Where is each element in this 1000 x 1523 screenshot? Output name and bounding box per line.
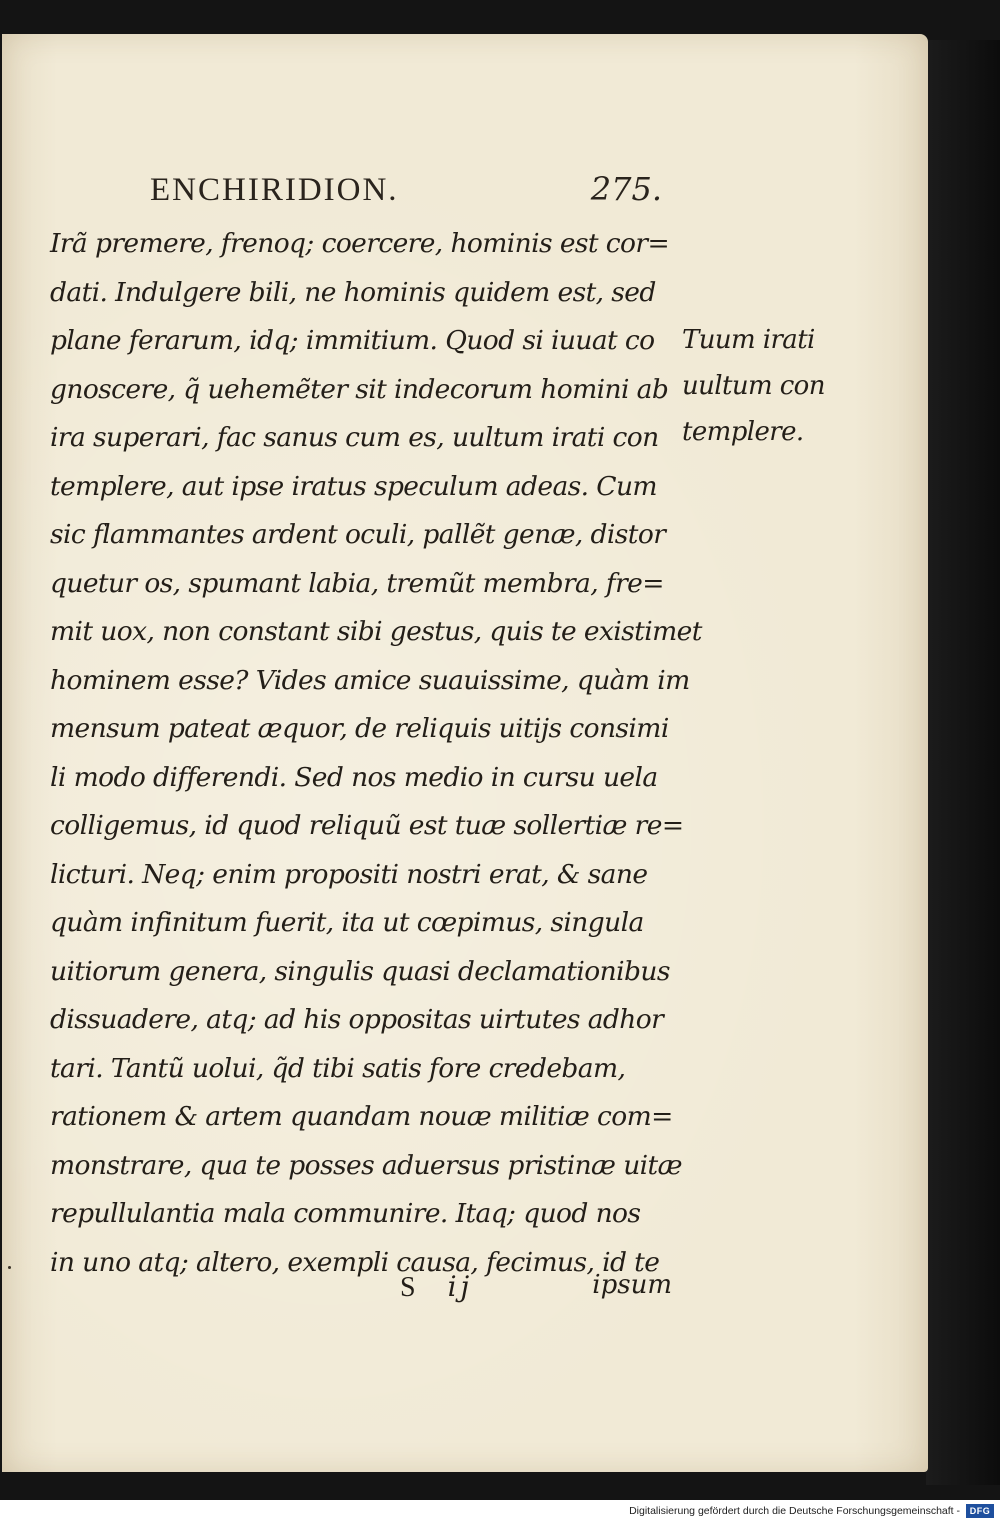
text-line: dati. Indulgere bili, ne hominis quidem est, sed [50, 276, 656, 308]
text-line: mensum pateat æquor, de reliquis uitijs consimi [50, 713, 669, 744]
text-line: Irã premere, frenoq; coercere, hominis est cor= [50, 228, 670, 259]
text-line: li modo differendi. Sed nos medio in cursu uela [50, 761, 658, 793]
signature-leaf: ij [447, 1270, 474, 1303]
marginal-note [682, 317, 852, 455]
book-page [2, 34, 928, 1472]
text-line: templere, aut ipse iratus speculum adeas. Cum [50, 470, 657, 502]
marginal-note-line: uultum con [682, 371, 825, 401]
signature-letter: S [400, 1272, 420, 1303]
text-line: hominem esse? Vides amice suauissime, quàm im [50, 664, 690, 696]
text-line: tari. Tantũ uolui, q̃d tibi satis fore credebam, [50, 1052, 626, 1084]
running-head [150, 172, 670, 222]
text-line: licturi. Neq; enim propositi nostri erat, & sane [50, 858, 648, 890]
running-title: ENCHIRIDION. [150, 172, 399, 208]
text-line: rationem & artem quandam nouæ militiæ com= [50, 1101, 673, 1132]
text-line: dissuadere, atq; ad his oppositas uirtutes adhor [50, 1004, 664, 1035]
page-footer [50, 1270, 680, 1318]
text-line: gnoscere, q̃ uehemẽter sit indecorum homini ab [50, 373, 669, 405]
text-line: uitiorum genera, singulis quasi declamationibus [50, 955, 670, 987]
credit-bar [0, 1500, 1000, 1523]
text-line: sic flammantes ardent oculi, pallẽt genæ, distor [50, 519, 666, 550]
text-line: plane ferarum, idq; immitium. Quod si iuuat co [50, 325, 655, 356]
signature-mark [400, 1270, 473, 1304]
page-number: 275. [590, 170, 662, 208]
text-line: monstrare, qua te posses aduersus pristinæ uitæ [50, 1149, 682, 1181]
text-line: ira superari, fac sanus cum es, uultum irati con [50, 422, 659, 453]
text-line: in uno atq; altero, exempli causa, fecimus, id te [50, 1246, 660, 1278]
text-line: colligemus, id quod reliquũ est tuæ sollertiæ re= [50, 810, 684, 841]
dfg-logo: DFG [966, 1504, 994, 1518]
main-text-block [50, 220, 702, 1287]
catchword: ipsum [592, 1270, 672, 1300]
text-line: mit uox, non constant sibi gestus, quis te existimet [50, 616, 702, 647]
marginal-note-line: Tuum irati [682, 325, 815, 355]
text-line: quetur os, spumant labia, tremũt membra, fre= [50, 567, 664, 599]
text-line: repullulantia mala communire. Itaq; quod nos [50, 1198, 641, 1229]
marginal-note-line: templere. [682, 417, 804, 447]
credit-text: Digitalisierung gefördert durch die Deutsche Forschungsgemeinschaft - [629, 1505, 960, 1517]
text-line: quàm infinitum fuerit, ita ut cœpimus, singula [50, 907, 644, 938]
